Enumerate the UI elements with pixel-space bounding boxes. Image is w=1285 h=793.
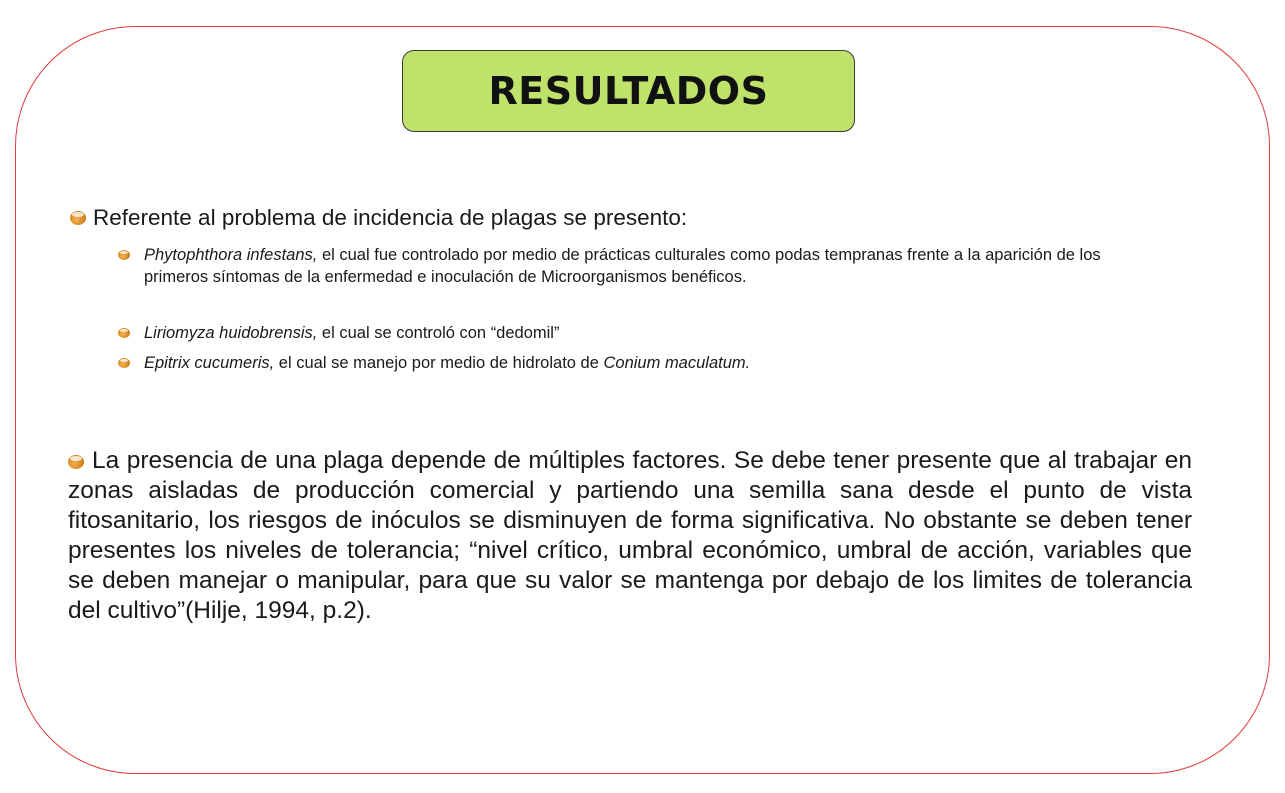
slide-title: RESULTADOS — [488, 69, 769, 113]
bullet-icon — [118, 358, 130, 368]
section1-heading: Referente al problema de incidencia de plagas se presento: — [93, 205, 688, 230]
sub-item-description: el cual se manejo por medio de hidrolato de — [274, 354, 604, 372]
bullet-icon — [118, 250, 130, 260]
section2-paragraph: La presencia de una plaga depende de múltiples factores. Se debe tener presente que al trabajar en zonas aisladas de producción comercial y partiendo una semilla sana desde el punto de vista fitosanitario, los riesgos de inóculos se disminuyen de forma significativa. No obstante se deben tener presentes los niveles de tolerancia; “nivel crítico, umbral económico, umbral de acción, variables que se deben manejar o manipular, para que su valor se mantenga por debajo de los limites de tolerancia del cultivo”(Hilje, 1994, p.2). — [68, 447, 1192, 624]
sub-item — [118, 352, 1158, 374]
bullet-icon — [68, 455, 84, 469]
sub-item — [118, 322, 1158, 344]
sub-item-description: el cual fue controlado por medio de prácticas culturales como podas tempranas frente a la aparición de los primeros síntomas de la enfermedad e inoculación de Microorganismos benéficos. — [144, 246, 1101, 286]
sub-item-text — [144, 244, 1158, 288]
title-box — [402, 50, 855, 132]
species-name: Conium maculatum. — [603, 354, 751, 372]
species-name: Phytophthora infestans, — [144, 246, 318, 264]
species-name: Epitrix cucumeris, — [144, 354, 275, 372]
sub-item — [118, 244, 1158, 288]
sub-item-text — [144, 352, 1158, 374]
sub-item-description: el cual se controló con “dedomil” — [317, 324, 560, 342]
section2-item — [68, 446, 1192, 626]
bullet-icon — [70, 211, 86, 225]
slide-frame — [15, 26, 1270, 774]
species-name: Liriomyza huidobrensis, — [144, 324, 318, 342]
bullet-icon — [118, 328, 130, 338]
section1-heading-item — [70, 203, 1210, 233]
sub-item-text — [144, 322, 1158, 344]
